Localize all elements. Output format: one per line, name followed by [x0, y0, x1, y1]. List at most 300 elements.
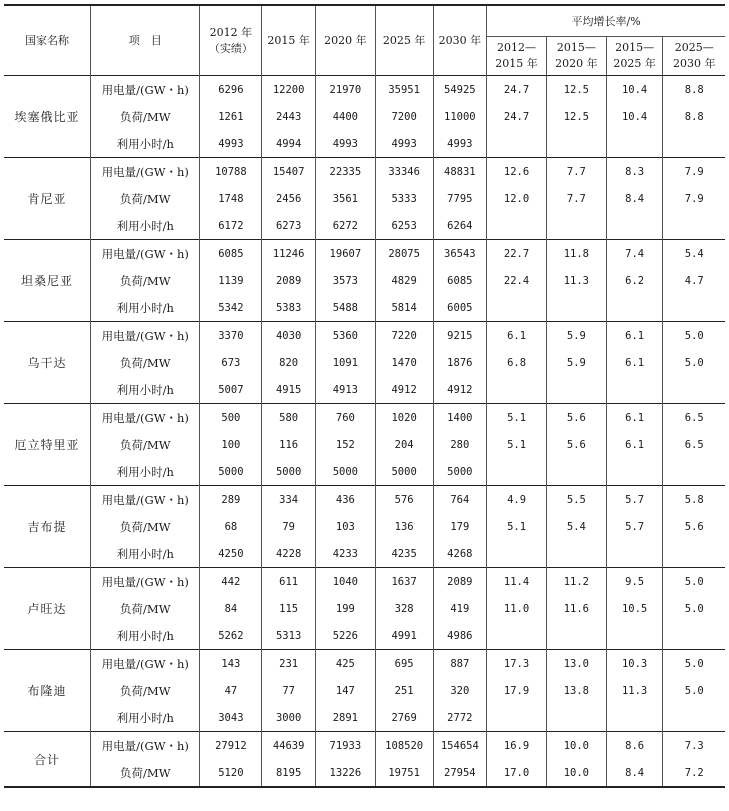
- growth-rate-cell: 6.1: [606, 349, 663, 376]
- growth-rate-cell: [487, 458, 547, 486]
- value-cell: 4993: [433, 130, 487, 158]
- growth-rate-cell: [546, 212, 606, 240]
- value-cell: 3000: [262, 704, 316, 732]
- growth-rate-cell: 8.3: [606, 158, 663, 186]
- item-label: 负荷/MW: [91, 759, 200, 787]
- growth-rate-cell: [663, 704, 725, 732]
- value-cell: 5383: [262, 294, 316, 322]
- value-cell: 77: [262, 677, 316, 704]
- table-row: [4, 540, 725, 568]
- item-label: 用电量/(GW・h): [91, 486, 200, 514]
- value-cell: 154654: [433, 732, 487, 760]
- table-row: [4, 103, 725, 130]
- growth-rate-cell: [663, 212, 725, 240]
- table-row: [4, 622, 725, 650]
- header-period-2025-2030: 2025—2030 年: [663, 37, 725, 76]
- table-row: [4, 650, 725, 678]
- value-cell: 5814: [375, 294, 433, 322]
- growth-rate-cell: 10.3: [606, 650, 663, 678]
- value-cell: 500: [200, 404, 262, 432]
- country-name: 卢旺达: [4, 568, 91, 650]
- growth-rate-cell: 8.8: [663, 76, 725, 104]
- value-cell: 2769: [375, 704, 433, 732]
- item-label: 负荷/MW: [91, 185, 200, 212]
- item-label: 用电量/(GW・h): [91, 650, 200, 678]
- growth-rate-cell: 12.0: [487, 185, 547, 212]
- growth-rate-cell: 5.7: [606, 486, 663, 514]
- country-name: 埃塞俄比亚: [4, 76, 91, 158]
- value-cell: 5000: [375, 458, 433, 486]
- growth-rate-cell: [663, 130, 725, 158]
- growth-rate-cell: [606, 294, 663, 322]
- country-name: 厄立特里亚: [4, 404, 91, 486]
- table-row: [4, 322, 725, 350]
- electricity-demand-table: [4, 4, 725, 788]
- growth-rate-cell: 5.4: [663, 240, 725, 268]
- value-cell: 5333: [375, 185, 433, 212]
- value-cell: 47: [200, 677, 262, 704]
- header-year-2020: 2020 年: [315, 5, 375, 76]
- growth-rate-cell: 5.8: [663, 486, 725, 514]
- item-label: 利用小时/h: [91, 376, 200, 404]
- table-row: [4, 349, 725, 376]
- value-cell: 328: [375, 595, 433, 622]
- table-row: [4, 458, 725, 486]
- value-cell: 1261: [200, 103, 262, 130]
- value-cell: 6005: [433, 294, 487, 322]
- value-cell: 35951: [375, 76, 433, 104]
- growth-rate-cell: [546, 622, 606, 650]
- item-label: 利用小时/h: [91, 540, 200, 568]
- header-year-2012: 2012 年（实绩）: [200, 5, 262, 76]
- value-cell: 5313: [262, 622, 316, 650]
- growth-rate-cell: 7.7: [546, 185, 606, 212]
- growth-rate-cell: 6.5: [663, 431, 725, 458]
- value-cell: 100: [200, 431, 262, 458]
- country-name: 坦桑尼亚: [4, 240, 91, 322]
- table-body: [4, 76, 725, 788]
- table-row: [4, 513, 725, 540]
- value-cell: 4913: [315, 376, 375, 404]
- growth-rate-cell: 5.6: [546, 431, 606, 458]
- value-cell: 21970: [315, 76, 375, 104]
- value-cell: 3573: [315, 267, 375, 294]
- growth-rate-cell: [546, 704, 606, 732]
- table-container: [4, 4, 725, 788]
- value-cell: 4994: [262, 130, 316, 158]
- value-cell: 2443: [262, 103, 316, 130]
- value-cell: 2891: [315, 704, 375, 732]
- value-cell: 4400: [315, 103, 375, 130]
- growth-rate-cell: 6.1: [606, 322, 663, 350]
- value-cell: 7200: [375, 103, 433, 130]
- value-cell: 5226: [315, 622, 375, 650]
- growth-rate-cell: 10.5: [606, 595, 663, 622]
- growth-rate-cell: 5.9: [546, 349, 606, 376]
- value-cell: 7220: [375, 322, 433, 350]
- value-cell: 280: [433, 431, 487, 458]
- item-label: 利用小时/h: [91, 704, 200, 732]
- value-cell: 6172: [200, 212, 262, 240]
- growth-rate-cell: 8.4: [606, 759, 663, 787]
- table-row: [4, 185, 725, 212]
- value-cell: 36543: [433, 240, 487, 268]
- item-label: 负荷/MW: [91, 677, 200, 704]
- growth-rate-cell: 12.5: [546, 103, 606, 130]
- growth-rate-cell: 7.9: [663, 185, 725, 212]
- value-cell: 48831: [433, 158, 487, 186]
- growth-rate-cell: [606, 212, 663, 240]
- item-label: 用电量/(GW・h): [91, 322, 200, 350]
- growth-rate-cell: 8.6: [606, 732, 663, 760]
- value-cell: 1400: [433, 404, 487, 432]
- value-cell: 1876: [433, 349, 487, 376]
- value-cell: 12200: [262, 76, 316, 104]
- growth-rate-cell: 24.7: [487, 76, 547, 104]
- header-item: 项 目: [91, 5, 200, 76]
- value-cell: 5342: [200, 294, 262, 322]
- table-row: [4, 267, 725, 294]
- table-row: [4, 595, 725, 622]
- item-label: 用电量/(GW・h): [91, 240, 200, 268]
- value-cell: 71933: [315, 732, 375, 760]
- value-cell: 4228: [262, 540, 316, 568]
- growth-rate-cell: 11.4: [487, 568, 547, 596]
- table-row: [4, 376, 725, 404]
- value-cell: 115: [262, 595, 316, 622]
- value-cell: 27954: [433, 759, 487, 787]
- value-cell: 887: [433, 650, 487, 678]
- value-cell: 19751: [375, 759, 433, 787]
- growth-rate-cell: [663, 294, 725, 322]
- value-cell: 5360: [315, 322, 375, 350]
- value-cell: 1091: [315, 349, 375, 376]
- item-label: 用电量/(GW・h): [91, 158, 200, 186]
- value-cell: 3561: [315, 185, 375, 212]
- table-row: [4, 130, 725, 158]
- value-cell: 4912: [433, 376, 487, 404]
- value-cell: 6253: [375, 212, 433, 240]
- growth-rate-cell: [546, 376, 606, 404]
- table-row: [4, 212, 725, 240]
- growth-rate-cell: [546, 130, 606, 158]
- value-cell: 4993: [200, 130, 262, 158]
- value-cell: 4233: [315, 540, 375, 568]
- growth-rate-cell: [487, 212, 547, 240]
- country-name: 合计: [4, 732, 91, 788]
- growth-rate-cell: [546, 540, 606, 568]
- value-cell: 2089: [262, 267, 316, 294]
- growth-rate-cell: 8.8: [663, 103, 725, 130]
- growth-rate-cell: 7.7: [546, 158, 606, 186]
- country-name: 乌干达: [4, 322, 91, 404]
- growth-rate-cell: 7.3: [663, 732, 725, 760]
- item-label: 用电量/(GW・h): [91, 732, 200, 760]
- growth-rate-cell: 11.3: [546, 267, 606, 294]
- growth-rate-cell: 5.5: [546, 486, 606, 514]
- value-cell: 4993: [315, 130, 375, 158]
- value-cell: 11000: [433, 103, 487, 130]
- country-name: 吉布提: [4, 486, 91, 568]
- growth-rate-cell: 10.0: [546, 759, 606, 787]
- item-label: 用电量/(GW・h): [91, 568, 200, 596]
- value-cell: 4268: [433, 540, 487, 568]
- value-cell: 15407: [262, 158, 316, 186]
- growth-rate-cell: 22.7: [487, 240, 547, 268]
- growth-rate-cell: 13.0: [546, 650, 606, 678]
- growth-rate-cell: 5.7: [606, 513, 663, 540]
- value-cell: 204: [375, 431, 433, 458]
- growth-rate-cell: 11.0: [487, 595, 547, 622]
- growth-rate-cell: 16.9: [487, 732, 547, 760]
- item-label: 负荷/MW: [91, 103, 200, 130]
- value-cell: 6085: [200, 240, 262, 268]
- value-cell: 6296: [200, 76, 262, 104]
- growth-rate-cell: 11.2: [546, 568, 606, 596]
- value-cell: 116: [262, 431, 316, 458]
- value-cell: 1020: [375, 404, 433, 432]
- value-cell: 2089: [433, 568, 487, 596]
- value-cell: 334: [262, 486, 316, 514]
- item-label: 负荷/MW: [91, 595, 200, 622]
- value-cell: 611: [262, 568, 316, 596]
- value-cell: 108520: [375, 732, 433, 760]
- growth-rate-cell: [546, 458, 606, 486]
- table-row: [4, 568, 725, 596]
- growth-rate-cell: 7.4: [606, 240, 663, 268]
- value-cell: 5488: [315, 294, 375, 322]
- value-cell: 4250: [200, 540, 262, 568]
- value-cell: 419: [433, 595, 487, 622]
- growth-rate-cell: 17.3: [487, 650, 547, 678]
- growth-rate-cell: 22.4: [487, 267, 547, 294]
- value-cell: 764: [433, 486, 487, 514]
- growth-rate-cell: 11.6: [546, 595, 606, 622]
- table-row: [4, 732, 725, 760]
- growth-rate-cell: 10.4: [606, 76, 663, 104]
- table-row: [4, 704, 725, 732]
- value-cell: 22335: [315, 158, 375, 186]
- growth-rate-cell: [606, 622, 663, 650]
- value-cell: 4991: [375, 622, 433, 650]
- value-cell: 3043: [200, 704, 262, 732]
- table-row: [4, 431, 725, 458]
- value-cell: 4235: [375, 540, 433, 568]
- growth-rate-cell: [663, 376, 725, 404]
- growth-rate-cell: 4.7: [663, 267, 725, 294]
- growth-rate-cell: [606, 376, 663, 404]
- growth-rate-cell: [606, 540, 663, 568]
- item-label: 用电量/(GW・h): [91, 404, 200, 432]
- growth-rate-cell: 6.1: [606, 431, 663, 458]
- item-label: 负荷/MW: [91, 513, 200, 540]
- table-row: [4, 240, 725, 268]
- item-label: 负荷/MW: [91, 431, 200, 458]
- value-cell: 1637: [375, 568, 433, 596]
- value-cell: 10788: [200, 158, 262, 186]
- growth-rate-cell: 5.0: [663, 595, 725, 622]
- value-cell: 4915: [262, 376, 316, 404]
- country-name: 肯尼亚: [4, 158, 91, 240]
- value-cell: 19607: [315, 240, 375, 268]
- value-cell: 33346: [375, 158, 433, 186]
- value-cell: 179: [433, 513, 487, 540]
- value-cell: 84: [200, 595, 262, 622]
- item-label: 利用小时/h: [91, 294, 200, 322]
- table-row: [4, 76, 725, 104]
- table-row: [4, 404, 725, 432]
- growth-rate-cell: 6.8: [487, 349, 547, 376]
- header-country: 国家名称: [4, 5, 91, 76]
- value-cell: 6085: [433, 267, 487, 294]
- header-period-2015-2020: 2015—2020 年: [546, 37, 606, 76]
- growth-rate-cell: [487, 130, 547, 158]
- item-label: 利用小时/h: [91, 130, 200, 158]
- value-cell: 5262: [200, 622, 262, 650]
- value-cell: 760: [315, 404, 375, 432]
- growth-rate-cell: [606, 704, 663, 732]
- value-cell: 673: [200, 349, 262, 376]
- growth-rate-cell: 10.0: [546, 732, 606, 760]
- growth-rate-cell: 5.1: [487, 404, 547, 432]
- growth-rate-cell: 11.3: [606, 677, 663, 704]
- growth-rate-cell: [663, 540, 725, 568]
- value-cell: 3370: [200, 322, 262, 350]
- item-label: 利用小时/h: [91, 212, 200, 240]
- item-label: 利用小时/h: [91, 458, 200, 486]
- growth-rate-cell: 13.8: [546, 677, 606, 704]
- table-row: [4, 158, 725, 186]
- value-cell: 27912: [200, 732, 262, 760]
- header-period-2015-2025: 2015—2025 年: [606, 37, 663, 76]
- growth-rate-cell: 5.9: [546, 322, 606, 350]
- value-cell: 251: [375, 677, 433, 704]
- value-cell: 289: [200, 486, 262, 514]
- table-row: [4, 294, 725, 322]
- growth-rate-cell: 11.8: [546, 240, 606, 268]
- header-avg-growth: 平均增长率/%: [487, 5, 725, 37]
- table-header: [4, 5, 725, 76]
- value-cell: 5000: [200, 458, 262, 486]
- growth-rate-cell: 12.5: [546, 76, 606, 104]
- growth-rate-cell: 7.2: [663, 759, 725, 787]
- value-cell: 5007: [200, 376, 262, 404]
- value-cell: 6273: [262, 212, 316, 240]
- growth-rate-cell: 5.4: [546, 513, 606, 540]
- growth-rate-cell: [487, 704, 547, 732]
- table-row: [4, 759, 725, 787]
- value-cell: 5000: [262, 458, 316, 486]
- growth-rate-cell: 6.5: [663, 404, 725, 432]
- value-cell: 1139: [200, 267, 262, 294]
- growth-rate-cell: 5.0: [663, 568, 725, 596]
- item-label: 负荷/MW: [91, 349, 200, 376]
- header-year-2015: 2015 年: [262, 5, 316, 76]
- value-cell: 436: [315, 486, 375, 514]
- growth-rate-cell: 17.0: [487, 759, 547, 787]
- value-cell: 6264: [433, 212, 487, 240]
- value-cell: 11246: [262, 240, 316, 268]
- value-cell: 695: [375, 650, 433, 678]
- growth-rate-cell: 5.6: [663, 513, 725, 540]
- value-cell: 425: [315, 650, 375, 678]
- growth-rate-cell: [546, 294, 606, 322]
- value-cell: 68: [200, 513, 262, 540]
- growth-rate-cell: 10.4: [606, 103, 663, 130]
- growth-rate-cell: 4.9: [487, 486, 547, 514]
- header-year-2030: 2030 年: [433, 5, 487, 76]
- growth-rate-cell: 8.4: [606, 185, 663, 212]
- value-cell: 442: [200, 568, 262, 596]
- value-cell: 1470: [375, 349, 433, 376]
- value-cell: 580: [262, 404, 316, 432]
- item-label: 用电量/(GW・h): [91, 76, 200, 104]
- header-period-2012-2015: 2012—2015 年: [487, 37, 547, 76]
- table-row: [4, 486, 725, 514]
- value-cell: 143: [200, 650, 262, 678]
- value-cell: 231: [262, 650, 316, 678]
- value-cell: 576: [375, 486, 433, 514]
- value-cell: 8195: [262, 759, 316, 787]
- value-cell: 5120: [200, 759, 262, 787]
- growth-rate-cell: 6.1: [606, 404, 663, 432]
- value-cell: 4912: [375, 376, 433, 404]
- value-cell: 6272: [315, 212, 375, 240]
- growth-rate-cell: 5.0: [663, 650, 725, 678]
- growth-rate-cell: [487, 622, 547, 650]
- header-year-2025: 2025 年: [375, 5, 433, 76]
- value-cell: 5000: [433, 458, 487, 486]
- value-cell: 9215: [433, 322, 487, 350]
- value-cell: 7795: [433, 185, 487, 212]
- value-cell: 320: [433, 677, 487, 704]
- growth-rate-cell: [487, 376, 547, 404]
- growth-rate-cell: 7.9: [663, 158, 725, 186]
- growth-rate-cell: 5.1: [487, 431, 547, 458]
- value-cell: 147: [315, 677, 375, 704]
- growth-rate-cell: 5.0: [663, 322, 725, 350]
- value-cell: 1040: [315, 568, 375, 596]
- growth-rate-cell: 5.1: [487, 513, 547, 540]
- growth-rate-cell: [487, 294, 547, 322]
- value-cell: 2772: [433, 704, 487, 732]
- growth-rate-cell: 6.2: [606, 267, 663, 294]
- growth-rate-cell: 12.6: [487, 158, 547, 186]
- value-cell: 136: [375, 513, 433, 540]
- item-label: 负荷/MW: [91, 267, 200, 294]
- value-cell: 1748: [200, 185, 262, 212]
- value-cell: 28075: [375, 240, 433, 268]
- country-name: 布隆迪: [4, 650, 91, 732]
- growth-rate-cell: 6.1: [487, 322, 547, 350]
- value-cell: 5000: [315, 458, 375, 486]
- growth-rate-cell: [606, 458, 663, 486]
- value-cell: 2456: [262, 185, 316, 212]
- growth-rate-cell: 5.6: [546, 404, 606, 432]
- value-cell: 4986: [433, 622, 487, 650]
- item-label: 利用小时/h: [91, 622, 200, 650]
- value-cell: 54925: [433, 76, 487, 104]
- value-cell: 4993: [375, 130, 433, 158]
- growth-rate-cell: [663, 622, 725, 650]
- growth-rate-cell: 24.7: [487, 103, 547, 130]
- growth-rate-cell: 9.5: [606, 568, 663, 596]
- value-cell: 4030: [262, 322, 316, 350]
- growth-rate-cell: 5.0: [663, 677, 725, 704]
- growth-rate-cell: [606, 130, 663, 158]
- value-cell: 820: [262, 349, 316, 376]
- value-cell: 152: [315, 431, 375, 458]
